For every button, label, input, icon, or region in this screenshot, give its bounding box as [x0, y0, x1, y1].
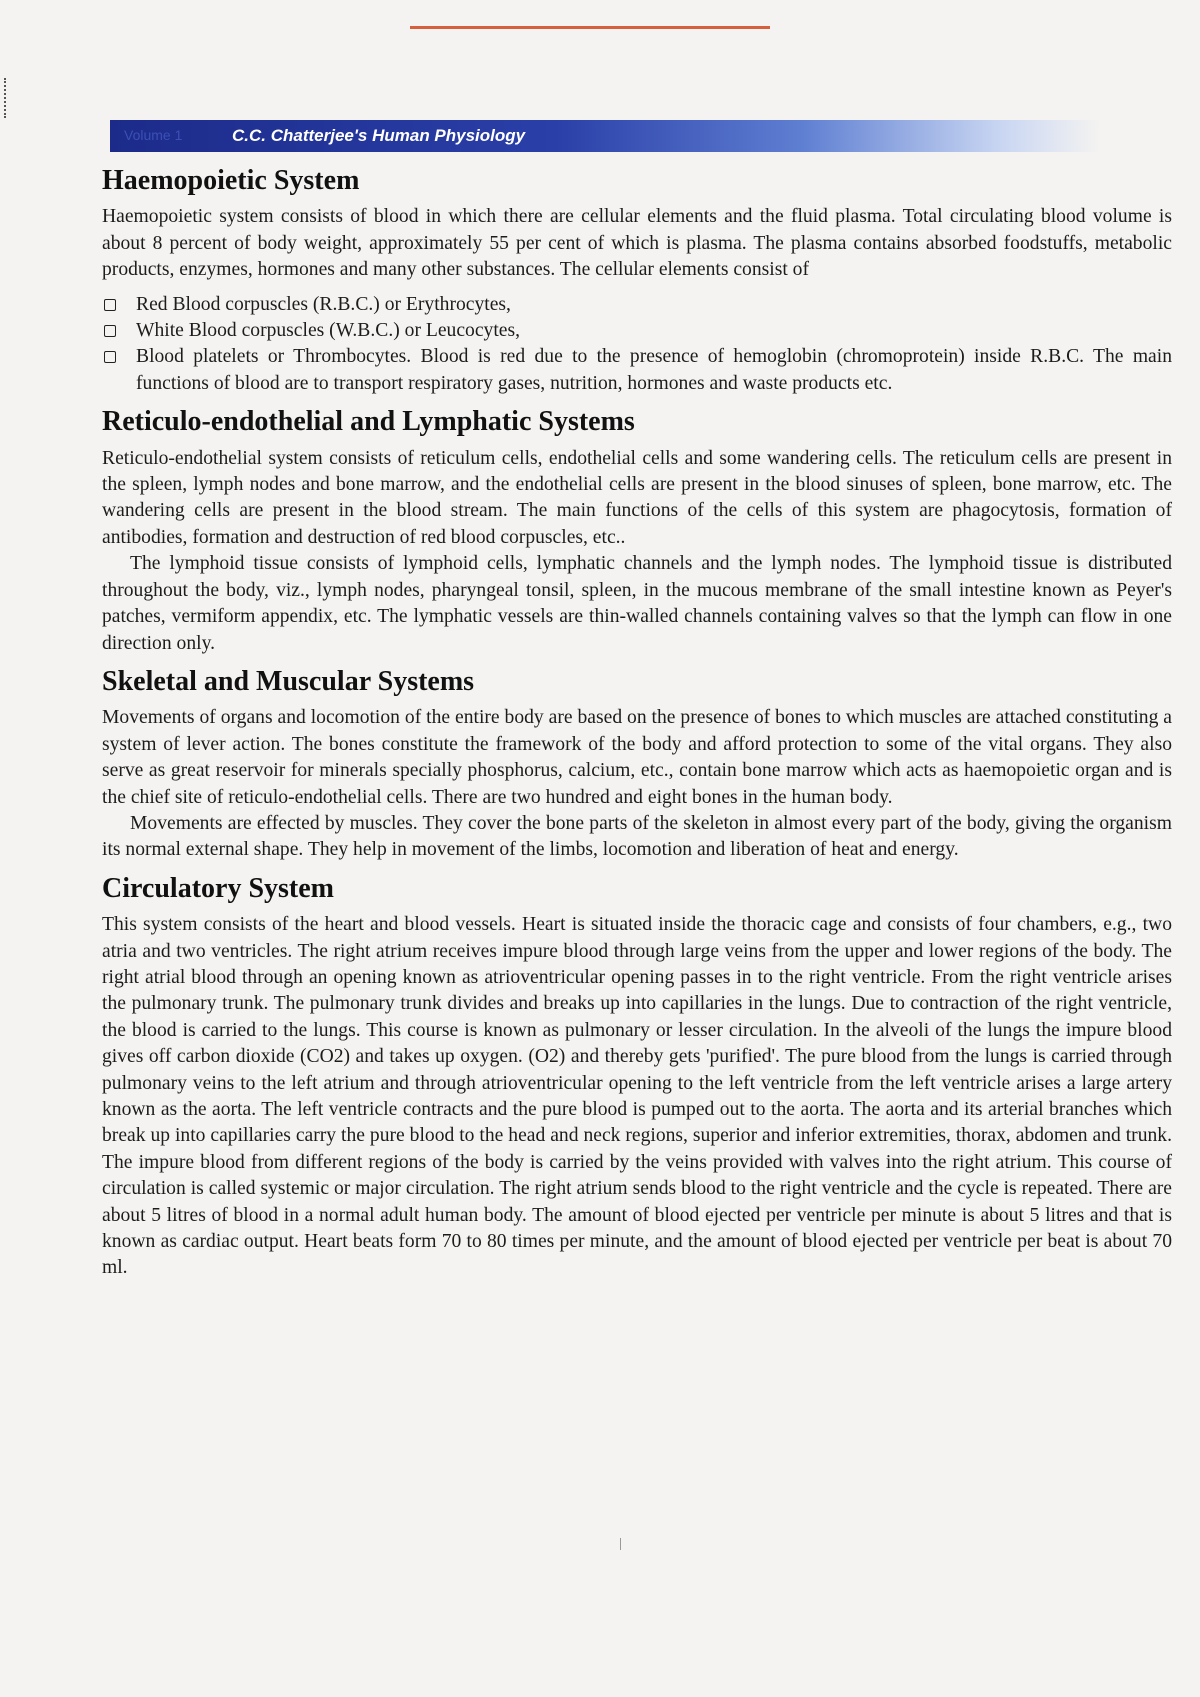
section-title-haemopoietic: Haemopoietic System	[102, 165, 360, 196]
reticulo-paragraph-1: Reticulo-endothelial system consists of reticulum cells, endothelial cells and some wandering cells. The reticulum cells are present in the spleen, lymph nodes and bone marrow, and the endothelial cells are present in the blood sinuses of spleen, bone marrow, etc. The wandering cells are present in the blood stream. The main functions of the cells of this system are phagocytosis, formation of antibodies, formation and destruction of red blood corpuscles, etc..	[102, 447, 1172, 548]
list-item-text: Blood platelets or Thrombocytes. Blood is red due to the presence of hemoglobin (chromoprotein) inside R.B.C. The main functions of blood are to transport respiratory gases, nutrition, hormones and waste products etc.	[136, 346, 1172, 394]
checkbox-bullet-icon	[104, 299, 116, 311]
list-item	[102, 344, 1172, 397]
cellular-elements-list	[102, 292, 1172, 398]
running-header	[110, 120, 1100, 152]
circulatory-paragraph: This system consists of the heart and blood vessels. Heart is situated inside the thoracic cage and consists of four chambers, e.g., two atria and two ventricles. The right atrium receives impure blood through large veins from the upper and lower regions of the body. The right atrial blood through an opening known as atrioventricular opening passes in to the right ventricle. From the right ventricle arises the pulmonary trunk. The pulmonary trunk divides and breaks up into capillaries in the lungs. Due to contraction of the right ventricle, the blood is carried to the lungs. This course is known as pulmonary or lesser circulation. In the alveoli of the lungs the impure blood gives off carbon dioxide (CO2) and takes up oxygen. (O2) and thereby gets 'purified'. The pure blood from the lungs is carried through pulmonary veins to the left atrium and through atrioventricular opening to the left ventricle from the left ventricle arises a large artery known as the aorta. The left ventricle contracts and the pure blood is pumped out to the aorta. The aorta and its arterial branches which break up into capillaries carry the pure blood to the head and neck regions, superior and inferior extremities, thorax, abdomen and trunk. The impure blood from different regions of the body is carried by the veins provided with valves into the right atrium. This course of circulation is called systemic or major circulation. The right atrium sends blood to the right ventricle and the cycle is repeated. There are about 5 litres of blood in a normal adult human body. The amount of blood ejected per ventricle per minute is about 5 litres and that is known as cardiac output. Heart beats form 70 to 80 times per minute, and the amount of blood ejected per ventricle per beat is about 70 ml.	[102, 914, 1172, 1279]
margin-marks	[4, 78, 8, 118]
checkbox-bullet-icon	[104, 351, 116, 363]
section-title-skeletal: Skeletal and Muscular Systems	[102, 665, 475, 697]
checkbox-bullet-icon	[104, 325, 116, 337]
section-title-reticulo: Reticulo-endothelial and Lymphatic Systems	[102, 406, 635, 438]
top-decorative-rule	[410, 26, 770, 29]
volume-label: Volume 1	[124, 127, 183, 143]
reticulo-paragraph-2: The lymphoid tissue consists of lymphoid cells, lymphatic channels and the lymph nodes. The lymphoid tissue is distributed throughout the body, viz., lymph nodes, pharyngeal tonsil, spleen, in the mucous membrane of the small intestine known as Peyer's patches, vermiform appendix, etc. The lymphatic vessels are thin-walled channels containing valves so that the lymph can flow in one direction only.	[102, 553, 1172, 654]
skeletal-paragraph-1: Movements of organs and locomotion of the entire body are based on the presence of bones to which muscles are attached constituting a system of lever action. The bones constitute the framework of the body and afford protection to some of the vital organs. They also serve as great reservoir for minerals specially phosphorus, calcium, etc., contain bone marrow which acts as haemopoietic organ and is the chief site of reticulo-endothelial cells. There are two hundred and eight bones in the human body.	[102, 707, 1172, 808]
page-content	[102, 165, 1172, 1282]
page-mark	[620, 1538, 621, 1550]
list-item-text: White Blood corpuscles (W.B.C.) or Leucocytes,	[136, 320, 520, 342]
haemopoietic-paragraph: Haemopoietic system consists of blood in which there are cellular elements and the fluid plasma. Total circulating blood volume is about 8 percent of body weight, approximately 55 per cent of which is plasma. The plasma contains absorbed foodstuffs, metabolic products, enzymes, hormones and many other substances. The cellular elements consist of	[102, 206, 1172, 281]
list-item	[102, 292, 1172, 318]
list-item	[102, 318, 1172, 344]
skeletal-paragraph-2: Movements are effected by muscles. They cover the bone parts of the skeleton in almost every part of the body, giving the organism its normal external shape. They help in movement of the limbs, locomotion and liberation of heat and energy.	[102, 812, 1172, 861]
list-item-text: Red Blood corpuscles (R.B.C.) or Erythrocytes,	[136, 293, 511, 315]
book-title: C.C. Chatterjee's Human Physiology	[232, 126, 526, 145]
section-title-circulatory: Circulatory System	[102, 872, 334, 904]
